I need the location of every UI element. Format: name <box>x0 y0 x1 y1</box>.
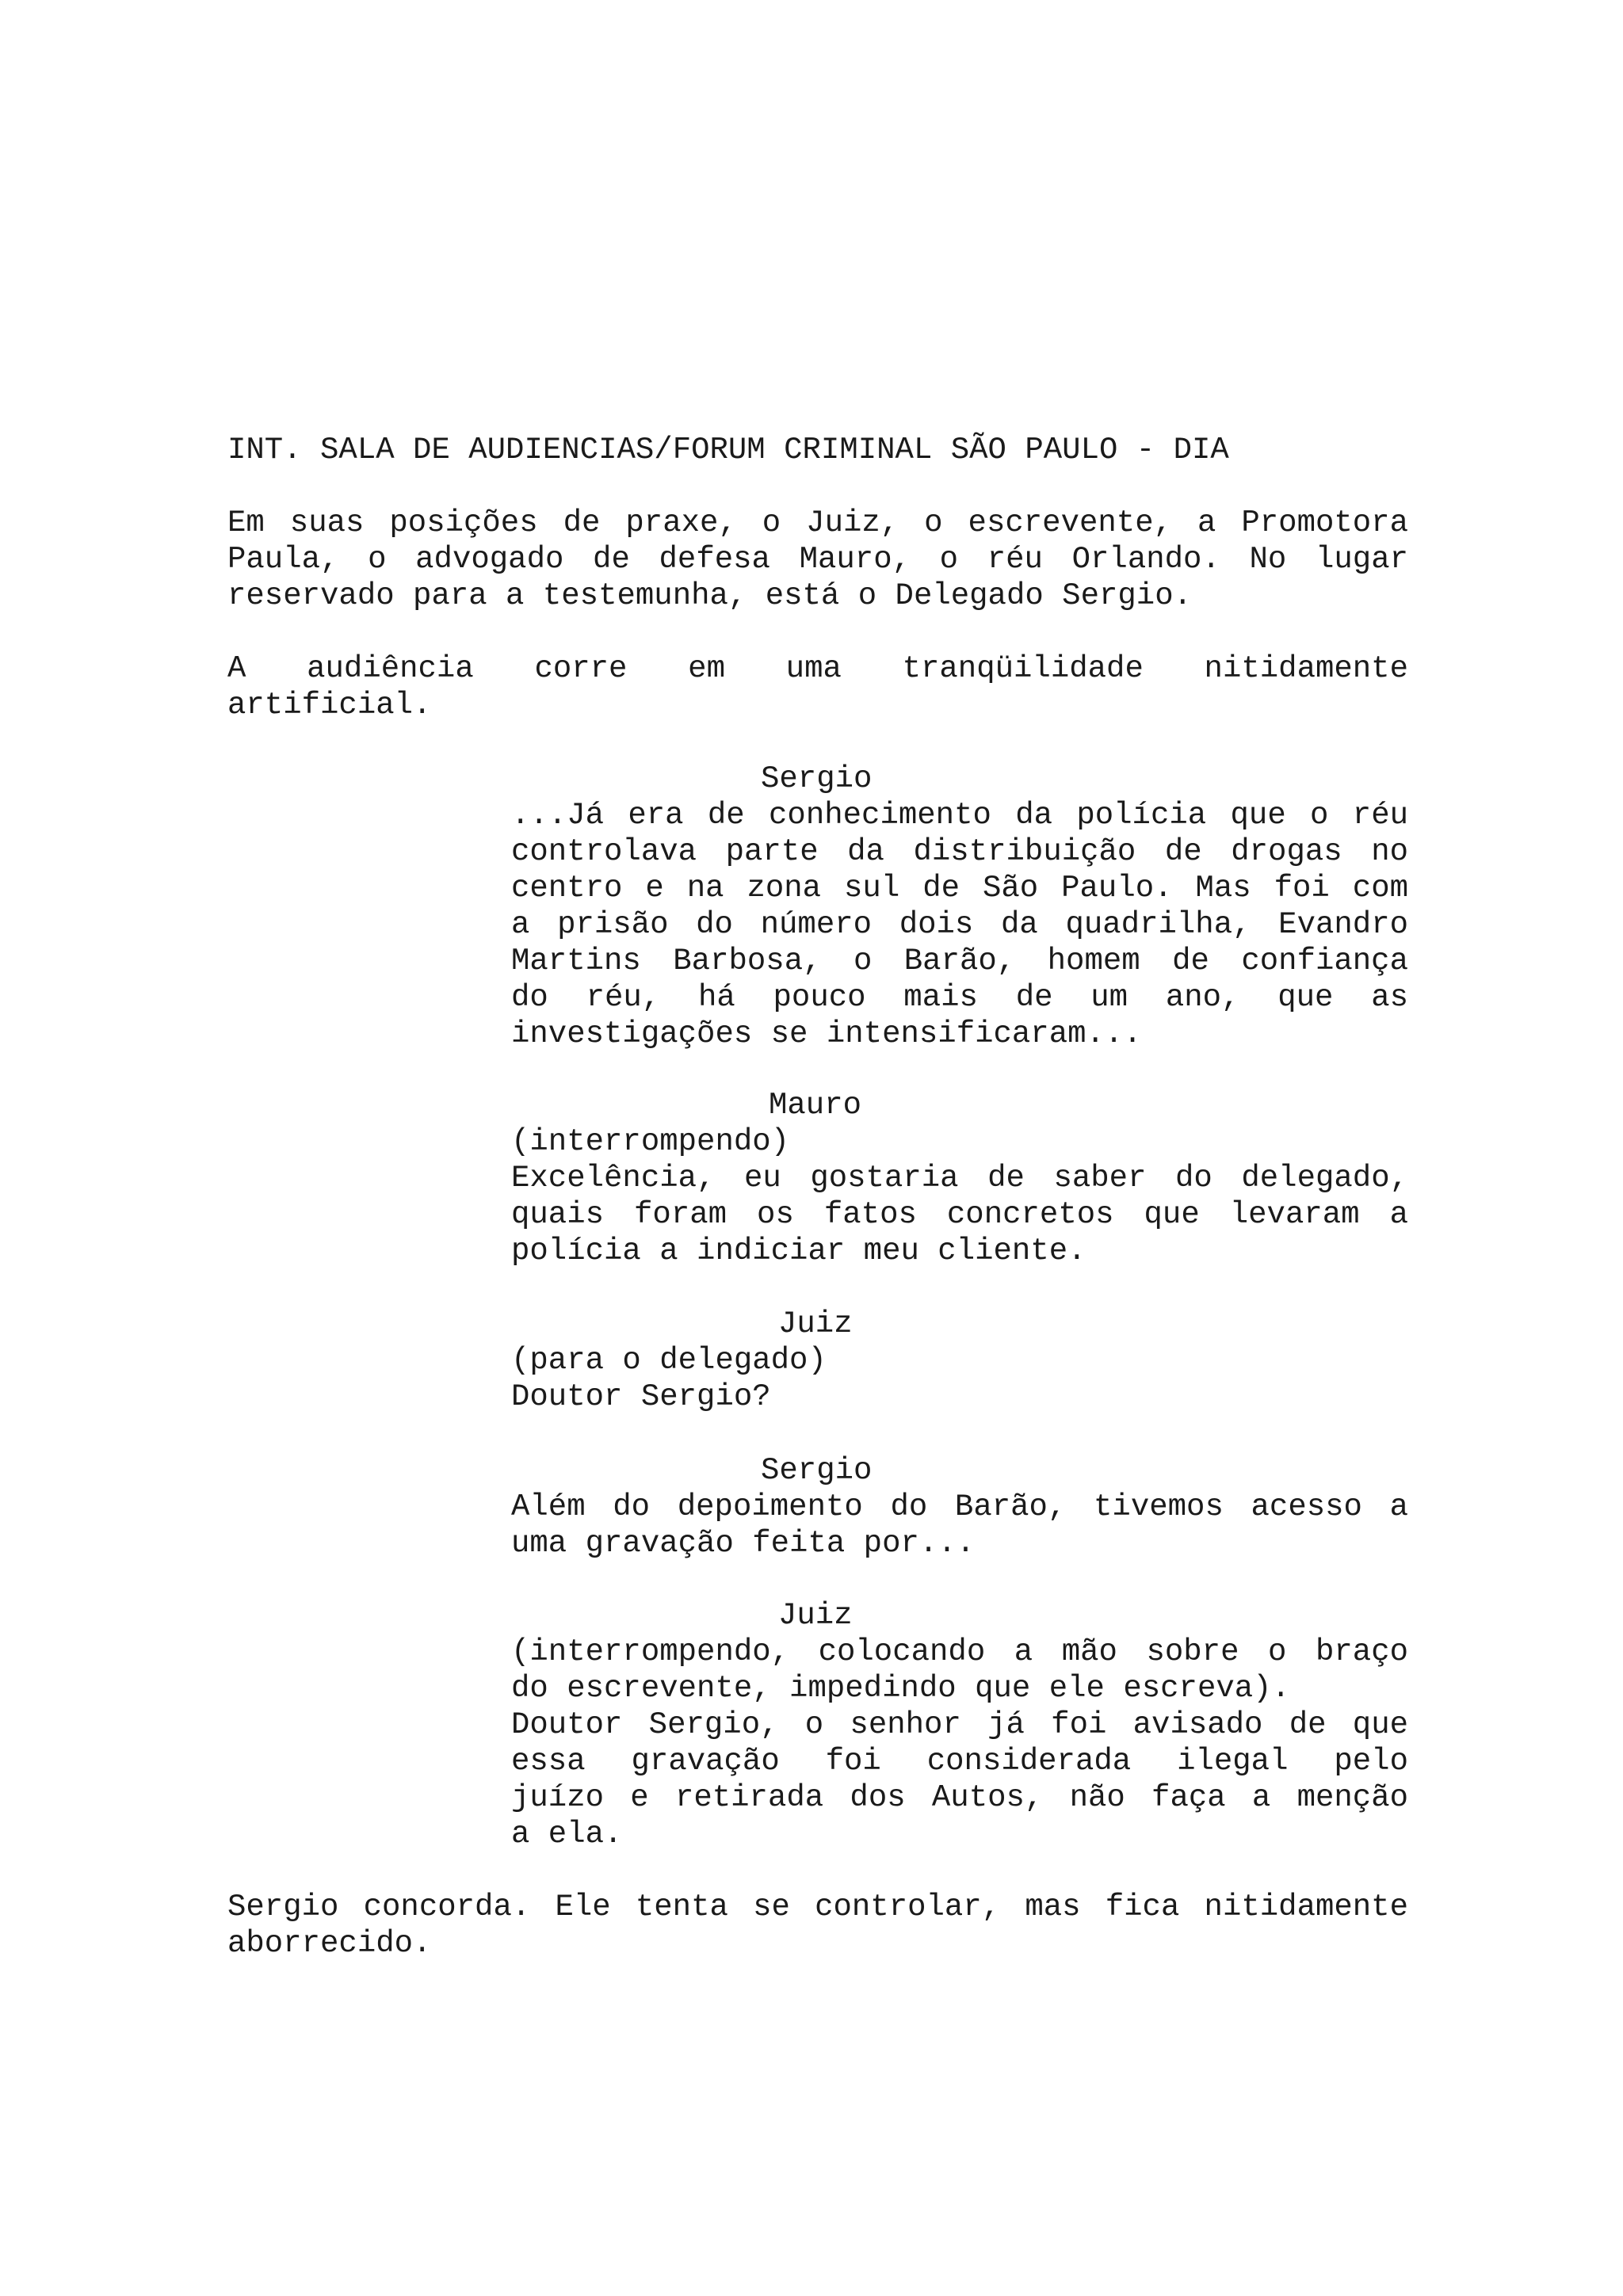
parenthetical: do escrevente, impedindo que ele escreva). <box>511 1671 1290 1706</box>
dialogue-line: Excelência, eu gostaria de saber do delegado, <box>511 1161 1408 1196</box>
parenthetical: (interrompendo, colocando a mão sobre o braço <box>511 1634 1408 1669</box>
dialogue-line: polícia a indiciar meu cliente. <box>511 1234 1086 1268</box>
dialogue-line: uma gravação feita por... <box>511 1526 976 1561</box>
parenthetical: (para o delegado) <box>511 1343 827 1378</box>
dialogue-line: controlava parte da distribuição de drogas no <box>511 834 1408 869</box>
dialogue-line: quais foram os fatos concretos que levaram a <box>511 1197 1408 1232</box>
action-line: A audiência corre em uma tranqüilidade nitidamente <box>227 651 1408 686</box>
action-paragraph-3 <box>227 1889 1408 1962</box>
action-line: reservado para a testemunha, está o Delegado Sergio. <box>227 578 1192 613</box>
character-name: Sergio <box>761 1453 873 1488</box>
dialogue-block-5 <box>511 1597 1408 1852</box>
action-line: Sergio concorda. Ele tenta se controlar, mas fica nitidamente <box>227 1890 1408 1924</box>
parenthetical: (interrompendo) <box>511 1124 790 1159</box>
dialogue-block-4 <box>511 1452 1408 1562</box>
dialogue-line: centro e na zona sul de São Paulo. Mas foi com <box>511 871 1408 906</box>
character-name: Juiz <box>778 1598 853 1633</box>
action-line: Paula, o advogado de defesa Mauro, o réu Orlando. No lugar <box>227 542 1408 577</box>
dialogue-line: juízo e retirada dos Autos, não faça a menção <box>511 1780 1408 1815</box>
dialogue-line: investigações se intensificaram... <box>511 1016 1142 1051</box>
character-name: Mauro <box>769 1088 862 1123</box>
action-paragraph-2 <box>227 650 1408 723</box>
dialogue-block-1 <box>511 761 1408 1052</box>
dialogue-block-2 <box>511 1087 1408 1269</box>
character-name: Juiz <box>778 1306 853 1341</box>
dialogue-line: do réu, há pouco mais de um ano, que as <box>511 980 1408 1015</box>
dialogue-line: a ela. <box>511 1817 623 1852</box>
dialogue-line: Doutor Sergio? <box>511 1379 771 1414</box>
action-line: Em suas posições de praxe, o Juiz, o escrevente, a Promotora <box>227 505 1408 540</box>
action-line: aborrecido. <box>227 1926 432 1961</box>
character-name: Sergio <box>761 761 873 796</box>
scene-heading-text: INT. SALA DE AUDIENCIAS/FORUM CRIMINAL SÃO PAULO - DIA <box>227 433 1229 467</box>
dialogue-line: ...Já era de conhecimento da polícia que o réu <box>511 798 1408 833</box>
dialogue-line: a prisão do número dois da quadrilha, Evandro <box>511 907 1408 942</box>
action-line: artificial. <box>227 688 432 723</box>
dialogue-block-3 <box>511 1306 1408 1415</box>
dialogue-line: Além do depoimento do Barão, tivemos acesso a <box>511 1489 1408 1524</box>
scene-heading <box>227 432 1408 468</box>
dialogue-line: essa gravação foi considerada ilegal pelo <box>511 1744 1408 1779</box>
dialogue-line: Martins Barbosa, o Barão, homem de confiança <box>511 944 1408 978</box>
dialogue-line: Doutor Sergio, o senhor já foi avisado de que <box>511 1707 1408 1742</box>
action-paragraph-1 <box>227 505 1408 614</box>
